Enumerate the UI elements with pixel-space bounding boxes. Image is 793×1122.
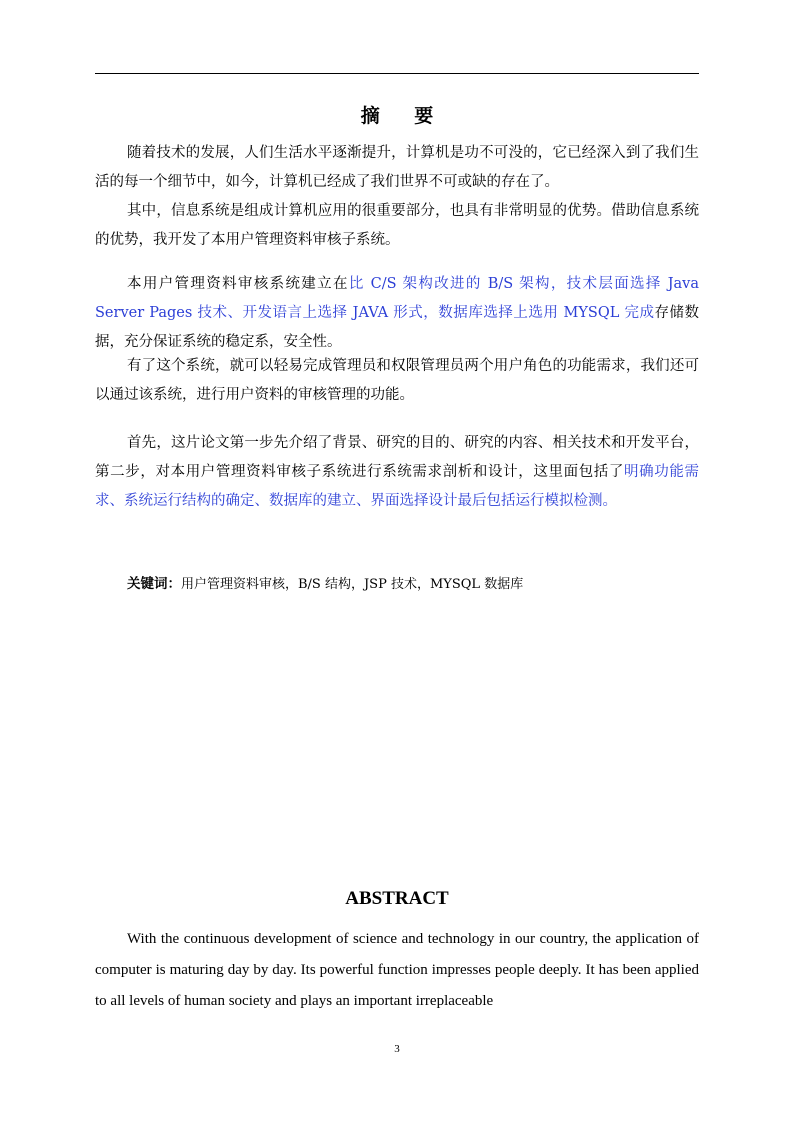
keywords-value: 用户管理资料审核，B/S 结构，JSP 技术，MYSQL 数据库 <box>181 577 524 592</box>
paragraph-3-end: 存储数据，充分保证系统的稳定系，安全性。 <box>95 305 700 350</box>
paragraph-5-highlight: 明确功能需求、系统运行结构的确定、数据库的建立、界面选择设计最后包括运行模拟检测。 <box>95 464 700 509</box>
abstract-en-paragraph-1: With the continuous development of science and technology in our country, the application of computer is maturing day by day. Its powerful function impresses people deeply. It has been applied to all levels of human society and plays an important irreplaceable <box>95 931 699 1009</box>
keywords-line <box>127 572 523 592</box>
abstract-paragraph-3 <box>95 270 699 357</box>
page-number: 3 <box>394 1043 400 1055</box>
paragraph-3-highlight: 比 C/S 架构改进的 B/S 架构，技术层面选择 Java Server Pages 技术、开发语言上选择 JAVA 形式，数据库选择上选用 MYSQL 完成 <box>95 276 699 321</box>
header-rule <box>95 73 699 74</box>
abstract-paragraph-5 <box>95 429 699 516</box>
abstract-paragraph-4: 有了这个系统，就可以轻易完成管理员和权限管理员两个用户角色的功能需求，我们还可以通过该系统，进行用户资料的审核管理的功能。 <box>95 358 699 403</box>
keywords-label: 关键词： <box>127 576 181 592</box>
abstract-title-cn: 摘 要 <box>360 105 448 127</box>
paragraph-3-start: 本用户管理资料审核系统建立在 <box>127 276 349 292</box>
paragraph-5-start: 首先，这片论文第一步先介绍了背景、研究的目的、研究的内容、相关技术和开发平台，第二步，对本用户管理资料审核子系统进行系统需求剖析和设计，这里面包括了 <box>95 435 699 480</box>
abstract-paragraph-1: 随着技术的发展，人们生活水平逐渐提升，计算机是功不可没的，它已经深入到了我们生活的每一个细节中，如今，计算机已经成了我们世界不可或缺的存在了。 <box>95 145 699 190</box>
abstract-paragraph-2: 其中，信息系统是组成计算机应用的很重要部分，也具有非常明显的优势。借助信息系统的优势，我开发了本用户管理资料审核子系统。 <box>95 203 699 248</box>
abstract-title-en: ABSTRACT <box>345 888 449 909</box>
